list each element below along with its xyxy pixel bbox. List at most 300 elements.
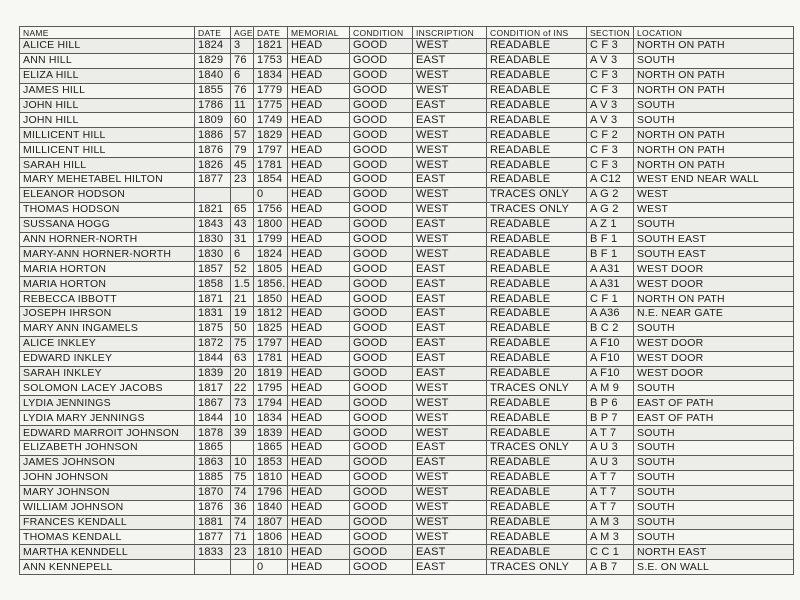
date-death-cell: 1824 <box>195 39 231 54</box>
age-cell: 45 <box>231 158 254 173</box>
inscription-condition-cell: READABLE <box>487 366 587 381</box>
inscription-cell: WEST <box>413 381 487 396</box>
table-row <box>20 83 794 98</box>
date-birth-cell: 1797 <box>254 336 288 351</box>
date-death-cell <box>195 560 231 575</box>
location-cell: NORTH ON PATH <box>634 83 794 98</box>
memorial-cell: HEAD <box>288 500 350 515</box>
age-cell: 36 <box>231 500 254 515</box>
age-cell: 6 <box>231 247 254 262</box>
name-cell: SUSSANA HOGG <box>20 217 195 232</box>
date-death-cell: 1817 <box>195 381 231 396</box>
table-row <box>20 396 794 411</box>
table-row <box>20 98 794 113</box>
inscription-cell: EAST <box>413 366 487 381</box>
name-cell: JAMES HILL <box>20 83 195 98</box>
condition-cell: GOOD <box>350 143 413 158</box>
inscription-cell: EAST <box>413 545 487 560</box>
inscription-cell: WEST <box>413 128 487 143</box>
date-death-cell: 1877 <box>195 530 231 545</box>
location-cell: N.E. NEAR GATE <box>634 307 794 322</box>
table-row <box>20 217 794 232</box>
table-row <box>20 321 794 336</box>
memorial-cell: HEAD <box>288 545 350 560</box>
col-header-condition: CONDITION <box>350 27 413 39</box>
table-row <box>20 485 794 500</box>
inscription-cell: WEST <box>413 187 487 202</box>
location-cell: SOUTH <box>634 113 794 128</box>
section-cell: A V 3 <box>587 113 634 128</box>
table-row <box>20 158 794 173</box>
condition-cell: GOOD <box>350 307 413 322</box>
age-cell: 31 <box>231 232 254 247</box>
age-cell <box>231 187 254 202</box>
inscription-cell: WEST <box>413 202 487 217</box>
section-cell: A M 3 <box>587 515 634 530</box>
location-cell: SOUTH <box>634 321 794 336</box>
location-cell: SOUTH <box>634 530 794 545</box>
location-cell: SOUTH <box>634 381 794 396</box>
location-cell: NORTH EAST <box>634 545 794 560</box>
location-cell: SOUTH <box>634 515 794 530</box>
inscription-cell: WEST <box>413 68 487 83</box>
table-row <box>20 292 794 307</box>
age-cell: 23 <box>231 545 254 560</box>
inscription-condition-cell: TRACES ONLY <box>487 202 587 217</box>
section-cell: B P 6 <box>587 396 634 411</box>
table-row <box>20 381 794 396</box>
name-cell: ELIZA HILL <box>20 68 195 83</box>
date-birth-cell: 1806 <box>254 530 288 545</box>
inscription-cell: WEST <box>413 39 487 54</box>
date-birth-cell: 1794 <box>254 396 288 411</box>
date-birth-cell: 1839 <box>254 426 288 441</box>
location-cell: WEST DOOR <box>634 351 794 366</box>
inscription-condition-cell: READABLE <box>487 277 587 292</box>
inscription-condition-cell: READABLE <box>487 262 587 277</box>
date-birth-cell: 1810 <box>254 545 288 560</box>
date-birth-cell: 1775 <box>254 98 288 113</box>
date-death-cell: 1875 <box>195 321 231 336</box>
memorial-cell: HEAD <box>288 441 350 456</box>
inscription-condition-cell: READABLE <box>487 545 587 560</box>
condition-cell: GOOD <box>350 202 413 217</box>
condition-cell: GOOD <box>350 396 413 411</box>
condition-cell: GOOD <box>350 53 413 68</box>
age-cell: 71 <box>231 530 254 545</box>
memorial-cell: HEAD <box>288 351 350 366</box>
memorial-cell: HEAD <box>288 470 350 485</box>
inscription-condition-cell: READABLE <box>487 500 587 515</box>
location-cell: SOUTH <box>634 217 794 232</box>
condition-cell: GOOD <box>350 470 413 485</box>
inscription-condition-cell: READABLE <box>487 336 587 351</box>
age-cell: 74 <box>231 485 254 500</box>
section-cell: C C 1 <box>587 545 634 560</box>
name-cell: ANN HORNER-NORTH <box>20 232 195 247</box>
section-cell: A F10 <box>587 351 634 366</box>
inscription-condition-cell: READABLE <box>487 530 587 545</box>
date-death-cell: 1839 <box>195 366 231 381</box>
section-cell: A T 7 <box>587 470 634 485</box>
location-cell: SOUTH <box>634 455 794 470</box>
date-birth-cell: 1812 <box>254 307 288 322</box>
inscription-condition-cell: READABLE <box>487 470 587 485</box>
name-cell: THOMAS KENDALL <box>20 530 195 545</box>
memorial-cell: HEAD <box>288 98 350 113</box>
location-cell: WEST END NEAR WALL <box>634 173 794 188</box>
table-row <box>20 53 794 68</box>
name-cell: SOLOMON LACEY JACOBS <box>20 381 195 396</box>
name-cell: MARY-ANN HORNER-NORTH <box>20 247 195 262</box>
memorial-cell: HEAD <box>288 560 350 575</box>
section-cell: C F 2 <box>587 128 634 143</box>
inscription-condition-cell: READABLE <box>487 53 587 68</box>
table-row <box>20 39 794 54</box>
inscription-condition-cell: TRACES ONLY <box>487 381 587 396</box>
name-cell: JOHN HILL <box>20 98 195 113</box>
section-cell: A G 2 <box>587 187 634 202</box>
date-birth-cell: 1795 <box>254 381 288 396</box>
age-cell: 79 <box>231 143 254 158</box>
location-cell: EAST OF PATH <box>634 411 794 426</box>
table-row <box>20 411 794 426</box>
memorial-cell: HEAD <box>288 426 350 441</box>
section-cell: C F 1 <box>587 292 634 307</box>
date-death-cell: 1857 <box>195 262 231 277</box>
date-death-cell: 1829 <box>195 53 231 68</box>
condition-cell: GOOD <box>350 158 413 173</box>
condition-cell: GOOD <box>350 262 413 277</box>
inscription-condition-cell: READABLE <box>487 158 587 173</box>
condition-cell: GOOD <box>350 560 413 575</box>
location-cell: SOUTH <box>634 53 794 68</box>
age-cell: 57 <box>231 128 254 143</box>
memorial-cell: HEAD <box>288 411 350 426</box>
memorial-cell: HEAD <box>288 53 350 68</box>
inscription-cell: EAST <box>413 336 487 351</box>
date-birth-cell: 1800 <box>254 217 288 232</box>
inscription-condition-cell: READABLE <box>487 39 587 54</box>
memorial-cell: HEAD <box>288 277 350 292</box>
date-death-cell: 1830 <box>195 232 231 247</box>
section-cell: C F 3 <box>587 83 634 98</box>
date-death-cell: 1885 <box>195 470 231 485</box>
name-cell: ELIZABETH JOHNSON <box>20 441 195 456</box>
section-cell: A F10 <box>587 336 634 351</box>
inscription-cell: EAST <box>413 173 487 188</box>
inscription-cell: WEST <box>413 426 487 441</box>
date-birth-cell: 1810 <box>254 470 288 485</box>
memorial-cell: HEAD <box>288 83 350 98</box>
inscription-cell: WEST <box>413 530 487 545</box>
memorial-cell: HEAD <box>288 366 350 381</box>
section-cell: A T 7 <box>587 500 634 515</box>
date-death-cell: 1876 <box>195 500 231 515</box>
table-row <box>20 232 794 247</box>
location-cell: SOUTH <box>634 426 794 441</box>
section-cell: A A31 <box>587 262 634 277</box>
memorial-cell: HEAD <box>288 485 350 500</box>
table-row <box>20 545 794 560</box>
name-cell: ALICE HILL <box>20 39 195 54</box>
section-cell: B F 1 <box>587 247 634 262</box>
memorial-cell: HEAD <box>288 217 350 232</box>
date-birth-cell: 1856. <box>254 277 288 292</box>
inscription-cell: EAST <box>413 455 487 470</box>
condition-cell: GOOD <box>350 39 413 54</box>
date-birth-cell: 1865 <box>254 441 288 456</box>
inscription-cell: WEST <box>413 500 487 515</box>
inscription-cell: EAST <box>413 98 487 113</box>
inscription-condition-cell: READABLE <box>487 292 587 307</box>
date-birth-cell: 1834 <box>254 68 288 83</box>
inscription-condition-cell: READABLE <box>487 83 587 98</box>
age-cell: 22 <box>231 381 254 396</box>
date-death-cell: 1831 <box>195 307 231 322</box>
name-cell: ANN HILL <box>20 53 195 68</box>
inscription-cell: WEST <box>413 515 487 530</box>
location-cell: WEST DOOR <box>634 366 794 381</box>
age-cell: 75 <box>231 470 254 485</box>
location-cell: WEST DOOR <box>634 262 794 277</box>
memorial-cell: HEAD <box>288 202 350 217</box>
condition-cell: GOOD <box>350 441 413 456</box>
inscription-condition-cell: READABLE <box>487 68 587 83</box>
name-cell: JOSEPH IHRSON <box>20 307 195 322</box>
table-row <box>20 128 794 143</box>
col-header-inscription: INSCRIPTION <box>413 27 487 39</box>
age-cell: 76 <box>231 83 254 98</box>
inscription-condition-cell: READABLE <box>487 455 587 470</box>
date-birth-cell: 1753 <box>254 53 288 68</box>
inscription-cell: WEST <box>413 470 487 485</box>
date-birth-cell: 1781 <box>254 158 288 173</box>
condition-cell: GOOD <box>350 545 413 560</box>
age-cell <box>231 441 254 456</box>
memorial-cell: HEAD <box>288 247 350 262</box>
date-birth-cell: 1805 <box>254 262 288 277</box>
table-row <box>20 202 794 217</box>
section-cell: C F 3 <box>587 39 634 54</box>
col-header-date-birth: DATE <box>254 27 288 39</box>
condition-cell: GOOD <box>350 366 413 381</box>
section-cell: A T 7 <box>587 426 634 441</box>
date-death-cell: 1826 <box>195 158 231 173</box>
section-cell: A M 9 <box>587 381 634 396</box>
name-cell: EDWARD MARROIT JOHNSON <box>20 426 195 441</box>
memorial-cell: HEAD <box>288 187 350 202</box>
name-cell: MARIA HORTON <box>20 262 195 277</box>
col-header-age: AGE <box>231 27 254 39</box>
inscription-condition-cell: TRACES ONLY <box>487 441 587 456</box>
name-cell: JAMES JOHNSON <box>20 455 195 470</box>
section-cell: A U 3 <box>587 455 634 470</box>
condition-cell: GOOD <box>350 68 413 83</box>
condition-cell: GOOD <box>350 292 413 307</box>
memorial-cell: HEAD <box>288 113 350 128</box>
table-row <box>20 173 794 188</box>
inscription-cell: EAST <box>413 560 487 575</box>
age-cell: 52 <box>231 262 254 277</box>
memorial-cell: HEAD <box>288 292 350 307</box>
inscription-cell: WEST <box>413 485 487 500</box>
age-cell: 21 <box>231 292 254 307</box>
condition-cell: GOOD <box>350 455 413 470</box>
name-cell: JOHN JOHNSON <box>20 470 195 485</box>
name-cell: WILLIAM JOHNSON <box>20 500 195 515</box>
section-cell: A A36 <box>587 307 634 322</box>
condition-cell: GOOD <box>350 530 413 545</box>
date-birth-cell: 1853 <box>254 455 288 470</box>
memorial-cell: HEAD <box>288 232 350 247</box>
condition-cell: GOOD <box>350 351 413 366</box>
inscription-cell: EAST <box>413 262 487 277</box>
age-cell: 23 <box>231 173 254 188</box>
inscription-condition-cell: TRACES ONLY <box>487 560 587 575</box>
memorial-cell: HEAD <box>288 381 350 396</box>
date-birth-cell: 1850 <box>254 292 288 307</box>
inscription-condition-cell: READABLE <box>487 143 587 158</box>
inscription-cell: EAST <box>413 113 487 128</box>
date-birth-cell: 1819 <box>254 366 288 381</box>
name-cell: LYDIA JENNINGS <box>20 396 195 411</box>
age-cell: 74 <box>231 515 254 530</box>
inscription-cell: EAST <box>413 321 487 336</box>
section-cell: B C 2 <box>587 321 634 336</box>
location-cell: WEST DOOR <box>634 336 794 351</box>
name-cell: MARY MEHETABEL HILTON <box>20 173 195 188</box>
location-cell: WEST DOOR <box>634 277 794 292</box>
memorial-cell: HEAD <box>288 530 350 545</box>
age-cell: 43 <box>231 217 254 232</box>
section-cell: A M 3 <box>587 530 634 545</box>
name-cell: FRANCES KENDALL <box>20 515 195 530</box>
date-death-cell: 1855 <box>195 83 231 98</box>
table-row <box>20 530 794 545</box>
condition-cell: GOOD <box>350 128 413 143</box>
memorial-cell: HEAD <box>288 39 350 54</box>
table-row <box>20 307 794 322</box>
col-header-section: SECTION <box>587 27 634 39</box>
condition-cell: GOOD <box>350 411 413 426</box>
location-cell: WEST <box>634 202 794 217</box>
age-cell: 19 <box>231 307 254 322</box>
inscription-cell: EAST <box>413 307 487 322</box>
age-cell: 60 <box>231 113 254 128</box>
col-header-location: LOCATION <box>634 27 794 39</box>
date-birth-cell: 1797 <box>254 143 288 158</box>
location-cell: NORTH ON PATH <box>634 143 794 158</box>
location-cell: SOUTH EAST <box>634 247 794 262</box>
name-cell: EDWARD INKLEY <box>20 351 195 366</box>
date-death-cell: 1809 <box>195 113 231 128</box>
location-cell: SOUTH EAST <box>634 232 794 247</box>
table-row <box>20 426 794 441</box>
location-cell: SOUTH <box>634 98 794 113</box>
age-cell <box>231 560 254 575</box>
date-birth-cell: 0 <box>254 560 288 575</box>
date-birth-cell: 1756 <box>254 202 288 217</box>
condition-cell: GOOD <box>350 232 413 247</box>
section-cell: A V 3 <box>587 53 634 68</box>
date-death-cell <box>195 187 231 202</box>
date-birth-cell: 1840 <box>254 500 288 515</box>
age-cell: 10 <box>231 455 254 470</box>
inscription-cell: WEST <box>413 411 487 426</box>
condition-cell: GOOD <box>350 426 413 441</box>
age-cell: 73 <box>231 396 254 411</box>
inscription-condition-cell: READABLE <box>487 485 587 500</box>
age-cell: 76 <box>231 53 254 68</box>
age-cell: 75 <box>231 336 254 351</box>
location-cell: EAST OF PATH <box>634 396 794 411</box>
inscription-condition-cell: READABLE <box>487 247 587 262</box>
memorial-cell: HEAD <box>288 173 350 188</box>
age-cell: 1.5 <box>231 277 254 292</box>
condition-cell: GOOD <box>350 321 413 336</box>
location-cell: SOUTH <box>634 500 794 515</box>
location-cell: NORTH ON PATH <box>634 128 794 143</box>
inscription-condition-cell: READABLE <box>487 515 587 530</box>
date-death-cell: 1865 <box>195 441 231 456</box>
name-cell: MILLICENT HILL <box>20 128 195 143</box>
memorial-cell: HEAD <box>288 396 350 411</box>
condition-cell: GOOD <box>350 381 413 396</box>
location-cell: NORTH ON PATH <box>634 158 794 173</box>
section-cell: C F 3 <box>587 158 634 173</box>
header-row <box>20 27 794 39</box>
inscription-cell: EAST <box>413 292 487 307</box>
location-cell: SOUTH <box>634 485 794 500</box>
date-birth-cell: 1799 <box>254 232 288 247</box>
location-cell: NORTH ON PATH <box>634 292 794 307</box>
date-birth-cell: 1825 <box>254 321 288 336</box>
inscription-condition-cell: READABLE <box>487 98 587 113</box>
inscription-cell: EAST <box>413 441 487 456</box>
col-header-name: NAME <box>20 27 195 39</box>
memorial-cell: HEAD <box>288 158 350 173</box>
memorial-cell: HEAD <box>288 336 350 351</box>
location-cell: NORTH ON PATH <box>634 39 794 54</box>
name-cell: LYDIA MARY JENNINGS <box>20 411 195 426</box>
name-cell: MARY ANN INGAMELS <box>20 321 195 336</box>
condition-cell: GOOD <box>350 187 413 202</box>
condition-cell: GOOD <box>350 485 413 500</box>
table-row <box>20 247 794 262</box>
inscription-condition-cell: READABLE <box>487 411 587 426</box>
inscription-condition-cell: READABLE <box>487 217 587 232</box>
inscription-condition-cell: READABLE <box>487 232 587 247</box>
table-row <box>20 187 794 202</box>
date-death-cell: 1867 <box>195 396 231 411</box>
section-cell: C F 3 <box>587 68 634 83</box>
inscription-cell: WEST <box>413 143 487 158</box>
name-cell: ALICE INKLEY <box>20 336 195 351</box>
age-cell: 63 <box>231 351 254 366</box>
condition-cell: GOOD <box>350 336 413 351</box>
age-cell: 39 <box>231 426 254 441</box>
date-birth-cell: 1749 <box>254 113 288 128</box>
memorial-cell: HEAD <box>288 262 350 277</box>
name-cell: JOHN HILL <box>20 113 195 128</box>
date-death-cell: 1844 <box>195 351 231 366</box>
date-death-cell: 1886 <box>195 128 231 143</box>
date-death-cell: 1878 <box>195 426 231 441</box>
section-cell: A G 2 <box>587 202 634 217</box>
condition-cell: GOOD <box>350 98 413 113</box>
inscription-condition-cell: READABLE <box>487 321 587 336</box>
